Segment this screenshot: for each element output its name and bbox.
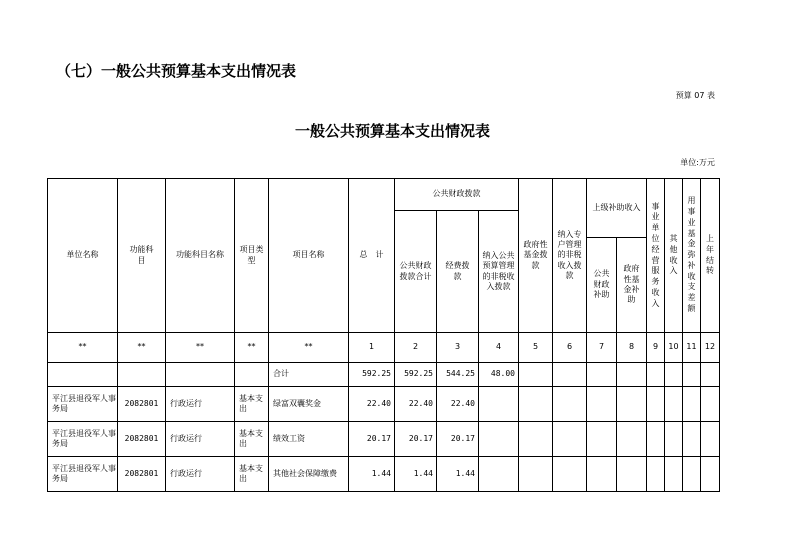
total-row (48, 363, 720, 387)
cell (479, 387, 519, 422)
header-unit-name: 单位名称 (48, 179, 118, 333)
header-special-nontax-text: 纳入专户管理的非税收入拨款 (557, 229, 582, 281)
row-func-name: 行政运行 (166, 387, 235, 422)
index-cell: 2 (395, 333, 437, 363)
total-label: 合计 (269, 363, 349, 387)
header-pf-total-text: 公共财政拨款合计 (399, 261, 432, 281)
row-unit: 平江县退役军人事务局 (48, 387, 118, 422)
total-pf-total: 592.25 (395, 363, 437, 387)
cell (587, 422, 617, 457)
index-cell: 1 (349, 333, 395, 363)
row-type-text: 基本支出 (239, 393, 263, 413)
row-pf-total: 20.17 (395, 422, 437, 457)
header-sup-public-text: 公共财政补助 (593, 269, 610, 300)
row-pf-funding: 22.40 (437, 387, 479, 422)
cell (617, 422, 647, 457)
header-pf-nontax (479, 211, 519, 333)
cell (553, 363, 587, 387)
table-title: 一般公共预算基本支出情况表 (294, 122, 490, 140)
header-pf-nontax-text: 纳入公共预算管理的非税收入拨款 (482, 250, 515, 291)
cell (683, 457, 701, 492)
index-cell: ** (269, 333, 349, 363)
header-func-subject-text: 功能科目 (129, 245, 154, 265)
header-project-type (235, 179, 269, 333)
unit-label: 单位:万元 (680, 158, 715, 167)
cell (118, 363, 166, 387)
total-total: 592.25 (349, 363, 395, 387)
index-cell: 6 (553, 333, 587, 363)
table-row (48, 387, 720, 422)
row-total: 1.44 (349, 457, 395, 492)
row-pf-funding: 20.17 (437, 422, 479, 457)
cell (665, 387, 683, 422)
index-cell: ** (118, 333, 166, 363)
cell (48, 363, 118, 387)
cell (479, 457, 519, 492)
index-cell: 11 (683, 333, 701, 363)
index-cell: ** (48, 333, 118, 363)
header-func-subject (118, 179, 166, 333)
header-other-income (665, 179, 683, 333)
cell (701, 363, 720, 387)
header-public-fiscal: 公共财政拨款 (395, 179, 519, 211)
header-fund-balance (683, 179, 701, 333)
row-unit: 平江县退役军人事务局 (48, 457, 118, 492)
cell (683, 422, 701, 457)
cell (617, 387, 647, 422)
header-gov-fund (519, 179, 553, 333)
index-cell: 9 (647, 333, 665, 363)
header-business-income-text: 事业单位经营服务收入 (651, 201, 660, 308)
cell (647, 363, 665, 387)
section-heading: （七）一般公共预算基本支出情况表 (56, 62, 297, 80)
header-total: 总 计 (349, 179, 395, 333)
cell (617, 457, 647, 492)
row-code: 2082801 (118, 387, 166, 422)
index-cell: 12 (701, 333, 720, 363)
form-number: 预算 07 表 (675, 91, 715, 100)
cell (665, 363, 683, 387)
row-project: 绩效工资 (269, 422, 349, 457)
cell (587, 387, 617, 422)
header-special-nontax (553, 179, 587, 333)
row-type (235, 387, 269, 422)
total-pf-nontax: 48.00 (479, 363, 519, 387)
cell (647, 422, 665, 457)
row-type-text: 基本支出 (239, 463, 263, 483)
cell (647, 457, 665, 492)
cell (519, 422, 553, 457)
index-cell: 4 (479, 333, 519, 363)
header-gov-fund-text: 政府性基金拨款 (523, 239, 548, 270)
index-cell: ** (235, 333, 269, 363)
cell (587, 363, 617, 387)
cell (519, 457, 553, 492)
table-row (48, 457, 720, 492)
table-row (48, 422, 720, 457)
header-func-subject-name: 功能科目名称 (166, 179, 235, 333)
row-total: 20.17 (349, 422, 395, 457)
row-func-name: 行政运行 (166, 457, 235, 492)
header-project-name: 项目名称 (269, 179, 349, 333)
row-code: 2082801 (118, 457, 166, 492)
header-project-type-text: 项目类型 (239, 245, 264, 265)
header-fund-balance-text: 用事业基金弥补收支差额 (687, 196, 696, 314)
cell (587, 457, 617, 492)
index-cell: 5 (519, 333, 553, 363)
row-pf-total: 22.40 (395, 387, 437, 422)
cell (665, 422, 683, 457)
header-pf-total (395, 211, 437, 333)
cell (617, 363, 647, 387)
total-pf-funding: 544.25 (437, 363, 479, 387)
cell (553, 457, 587, 492)
header-pf-funding-text: 经费拨款 (445, 261, 470, 281)
row-code: 2082801 (118, 422, 166, 457)
header-business-income (647, 179, 665, 333)
header-last-year-text: 上年结转 (706, 233, 714, 276)
header-sup-public (587, 238, 617, 333)
row-total: 22.40 (349, 387, 395, 422)
cell (683, 363, 701, 387)
index-cell: ** (166, 333, 235, 363)
cell (701, 422, 720, 457)
header-other-income-text: 其他收入 (669, 233, 678, 276)
index-cell: 7 (587, 333, 617, 363)
cell (701, 457, 720, 492)
row-type (235, 422, 269, 457)
index-row (48, 333, 720, 363)
row-unit: 平江县退役军人事务局 (48, 422, 118, 457)
index-cell: 3 (437, 333, 479, 363)
row-func-name: 行政运行 (166, 422, 235, 457)
cell (647, 387, 665, 422)
cell (665, 457, 683, 492)
cell (166, 363, 235, 387)
budget-table (47, 178, 720, 492)
row-pf-total: 1.44 (395, 457, 437, 492)
cell (701, 387, 720, 422)
cell (683, 387, 701, 422)
index-cell: 8 (617, 333, 647, 363)
row-type-text: 基本支出 (239, 428, 263, 448)
header-last-year (701, 179, 720, 333)
cell (519, 363, 553, 387)
cell (553, 422, 587, 457)
header-sup-gov-fund (617, 238, 647, 333)
row-type (235, 457, 269, 492)
cell (235, 363, 269, 387)
row-pf-funding: 1.44 (437, 457, 479, 492)
cell (519, 387, 553, 422)
cell (479, 422, 519, 457)
header-superior-subsidy: 上级补助收入 (587, 179, 647, 238)
row-project: 绿富双囊奖金 (269, 387, 349, 422)
header-pf-funding (437, 211, 479, 333)
index-cell: 10 (665, 333, 683, 363)
row-project: 其他社会保障缴费 (269, 457, 349, 492)
header-sup-gov-fund-text: 政府性基金补助 (623, 264, 640, 305)
cell (553, 387, 587, 422)
